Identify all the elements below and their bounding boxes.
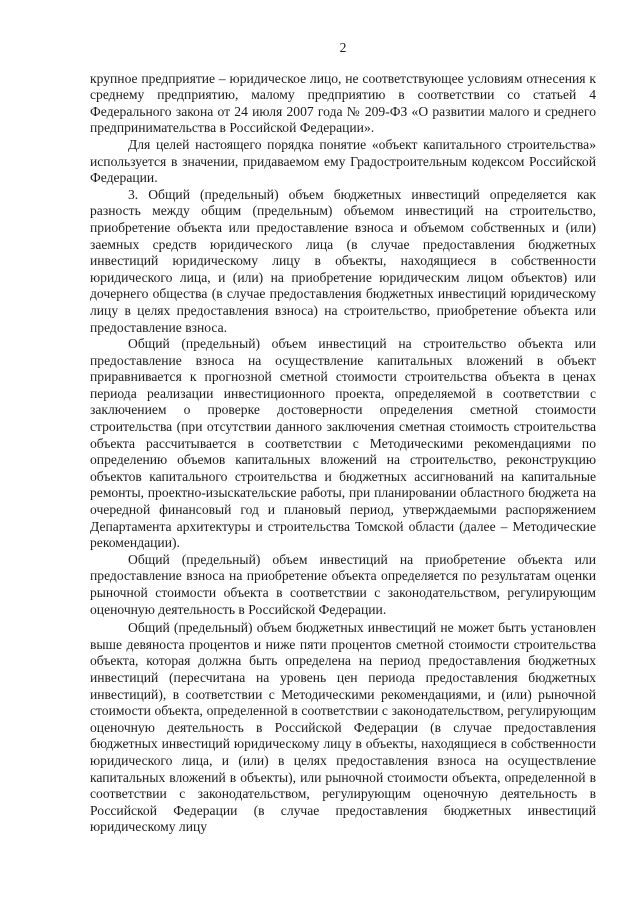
paragraph: 3. Общий (предельный) объем бюджетных инвестиций определяется как разность между общим (предельным) объемом инвестиций на строительство, приобретение объекта или предоставление взноса и объемом собственных и (или) заемных средств юридического лица (в случае предоставления бюджетных инвестиций юридическому лицу в объекты, находящиеся в собственности юридического лица, и (или) на приобретение юридическим лицом объектов) или дочернего общества (в случае предоставления бюджетных инвестиций юридическому лицу в целях предоставления взноса) на строительство, приобретение объекта или предоставление взноса. — [90, 186, 596, 335]
paragraph: крупное предприятие – юридическое лицо, не соответствующее условиям отнесения к среднему предприятию, малому предприятию в соответствии со статьей 4 Федерального закона от 24 июля 2007 года № 209-ФЗ «О развитии малого и среднего предпринимательства в Российской Федерации». — [90, 70, 596, 136]
page-number: 2 — [339, 40, 347, 55]
document-page — [90, 40, 596, 836]
paragraph: Общий (предельный) объем бюджетных инвестиций не может быть установлен выше девяноста процентов и ниже пяти процентов сметной стоимости строительства объекта, которая должна быть определена на период предоставления бюджетных инвестиций (пересчитана на уровень цен периода предоставления бюджетных инвестиций), в соответствии с Методическими рекомендациями, и (или) рыночной стоимости объекта, определенной в соответствии с законодательством, регулирующим оценочную деятельность в Российской Федерации (в случае предоставления бюджетных инвестиций юридическому лицу в объекты, находящиеся в собственности юридического лица, и (или) в целях предоставления взноса на осуществление капитальных вложений в объекты), или рыночной стоимости объекта, определенной в соответствии с законодательством, регулирующим оценочную деятельность в Российской Федерации (в случае предоставления бюджетных инвестиций юридическому лицу — [90, 620, 596, 835]
paragraph: Общий (предельный) объем инвестиций на приобретение объекта или предоставление взноса на приобретение объекта определяется по результатам оценки рыночной стоимости объекта в соответствии с законодательством, регулирующим оценочную деятельность в Российской Федерации. — [90, 551, 596, 617]
paragraph: Для целей настоящего порядка понятие «объект капитального строительства» используется в значении, придаваемом ему Градостроительным кодексом Российской Федерации. — [90, 136, 596, 186]
paragraph: Общий (предельный) объем инвестиций на строительство объекта или предоставление взноса на осуществление капитальных вложений в объект приравнивается к прогнозной сметной стоимости строительства объекта в ценах периода реализации инвестиционного проекта, определяемой в соответствии с заключением о проверке достоверности определения сметной стоимости строительства (при отсутствии данного заключения сметная стоимость строительства объекта рассчитывается в соответствии с Методическими рекомендациями по определению объемов капитальных вложений на строительство, реконструкцию объектов капитального строительства и бюджетных ассигнований на капитальные ремонты, проектно-изыскательские работы, при планировании областного бюджета на очередной финансовый год и плановый период, утверждаемыми распоряжением Департамента архитектуры и строительства Томской области (далее – Методические рекомендации). — [90, 336, 596, 551]
